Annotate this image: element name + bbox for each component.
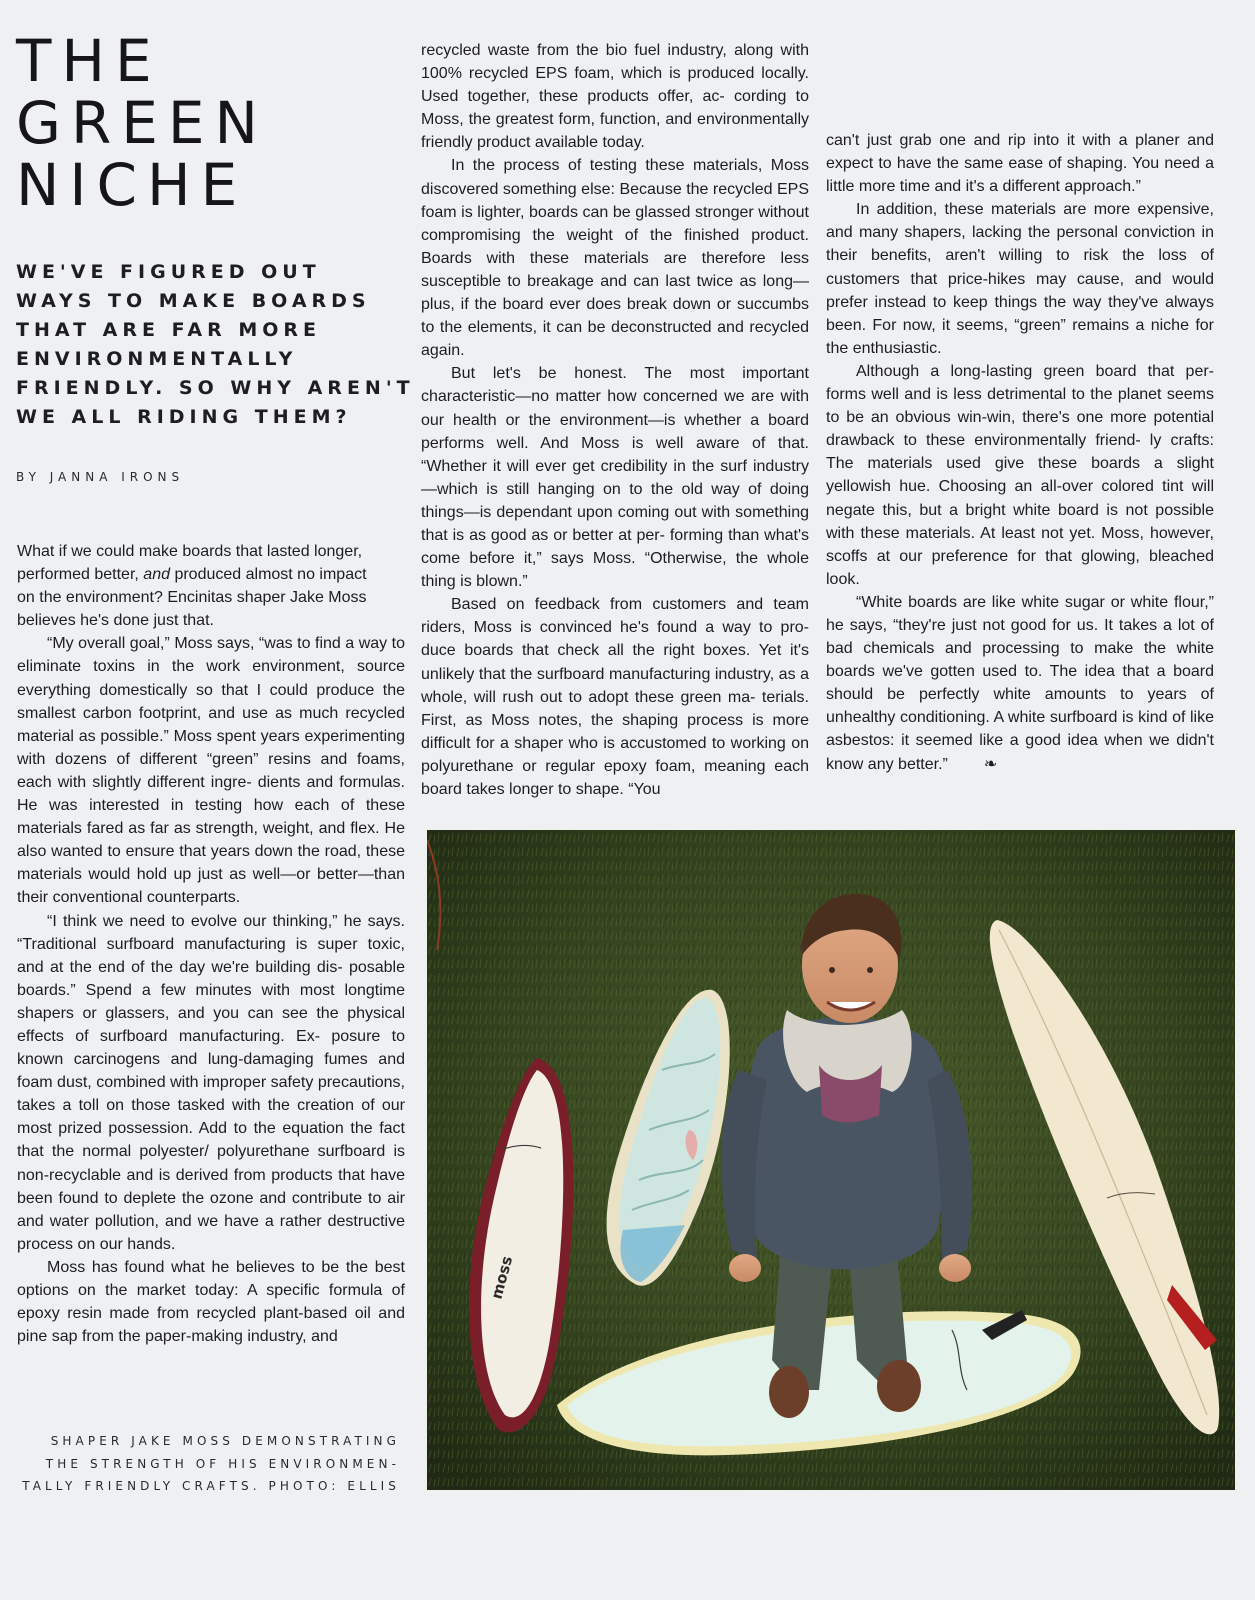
text-run: “White boards are like white sugar or white flour,” he says, “they're just not good for us. It takes a lot of bad chemicals and processing to make the white boards we've gotten used to. The idea that a board should be perfectly white amounts to years of unhealthy conditioning. A white surfboard is kind of like asbestos: it seemed like a good idea when we didn't know any better.” bbox=[826, 593, 1214, 773]
deck-line: WE ALL RIDING THEM? bbox=[16, 406, 352, 428]
body-paragraph: recycled waste from the bio fuel industry, along with 100% recycled EPS foam, which is produced locally. Used together, these products offer, ac- cording to Moss, the greatest form, function, and environmentally friendly product available today. bbox=[421, 42, 809, 152]
caption-line: TALLY FRIENDLY CRAFTS. PHOTO: ELLIS bbox=[22, 1479, 400, 1493]
caption-line: THE STRENGTH OF HIS ENVIRONMEN- bbox=[45, 1456, 400, 1471]
body-paragraph: “I think we need to evolve our thinking,” he says. “Traditional surfboard manufacturing is super toxic, and at the end of the day we're building dis- posable boards.” Spend a few minutes with most longtime shapers or glassers, and you can see the physical effects of surfboard manufacturing. Ex- posure to known carcinogens and lung-damaging fumes and foam dust, combined with improper safety precautions, takes a toll on those tasked with the creation of our most prized possession. Add to the equation the fact that the normal polyester/ polyurethane surfboard is non-recyclable and is derived from products that have been found to deplete the ozone and contribute to air and water pollution, and we have a rather destructive process on our hands. bbox=[17, 912, 405, 1253]
body-paragraph: can't just grab one and rip into it with a planer and expect to have the same ease of shaping. You need a little more time and it's a different approach.” bbox=[826, 132, 1214, 196]
caption-line: SHAPER JAKE MOSS DEMONSTRATING bbox=[50, 1434, 400, 1448]
deck-line: WAYS TO MAKE BOARDS bbox=[16, 290, 371, 312]
paragraph-line: What if we could make boards that lasted longer, bbox=[17, 543, 363, 560]
body-paragraph: In the process of testing these materials, Moss discovered something else: Because the recycled EPS foam is lighter, boards can be glassed stronger without compromising the weight of the finished product. Boards with these materials are therefore less susceptible to breakage and can last twice as long—plus, if the board ever does break down or succumbs to the elements, it can be deconstructed and recycled again. bbox=[421, 157, 809, 360]
article-title bbox=[16, 27, 406, 219]
photo-illustration bbox=[427, 830, 1235, 1490]
board-logo: moss bbox=[487, 1254, 517, 1302]
body-paragraph: In addition, these materials are more expensive, and many shapers, lacking the personal conviction in their benefits, aren't willing to risk the loss of customers that price-hikes may cause, and would prefer instead to keep things the way they've always been. For now, it seems, “green” remains a niche for the enthusiastic. bbox=[826, 201, 1214, 357]
deck-line: FRIENDLY. SO WHY AREN'T bbox=[16, 377, 415, 399]
body-paragraph: But let's be honest. The most important characteristic—no matter how concerned we are with our health or the environment—is whether a board performs well. And Moss is well aware of that. “Whether it will ever get credibility in the surf industry—which is still hanging on to the old way of doing things—is dependant upon coming out with something that is as good as or better at per- forming than what's come before it,” says Moss. “Otherwise, the whole thing is blown.” bbox=[421, 365, 809, 591]
deck-line: THAT ARE FAR MORE bbox=[16, 319, 322, 341]
article-deck bbox=[16, 258, 416, 432]
paragraph-line bbox=[17, 563, 405, 586]
byline: BY JANNA IRONS bbox=[16, 470, 185, 484]
body-paragraph: Although a long-lasting green board that per- forms well and is less detrimental to the planet seems to be an obvious win-win, there's one more potential drawback to these environmentally friend- ly crafts: The materials used give these boards a slight yellowish hue. Choosing an all-over colored tint will negate this, but a bright white board is not possible with these materials. At least not yet. Moss, however, scoffs at our preference for that glowing, bleached look. bbox=[826, 362, 1214, 588]
body-paragraph: Moss has found what he believes to be the best options on the market today: A specific formula of epoxy resin made from recycled plant-based oil and pine sap from the paper-making industry, and bbox=[17, 1258, 405, 1346]
deck-line: WE'VE FIGURED OUT bbox=[16, 261, 321, 283]
body-column-3 bbox=[826, 129, 1214, 776]
photo-caption bbox=[20, 1430, 400, 1498]
text-run: produced almost no impact bbox=[170, 566, 367, 584]
end-mark-icon: ❧ bbox=[983, 755, 998, 773]
paragraph-line: believes he's done just that. bbox=[17, 612, 214, 630]
article-photo bbox=[427, 830, 1235, 1490]
body-column-1 bbox=[17, 540, 405, 1348]
body-paragraph: “My overall goal,” Moss says, “was to find a way to eliminate toxins in the work environment, source everything domestically so that I could produce the smallest carbon footprint, and use as much recycled material as possible.” Moss spent years experimenting with dozens of different “green” resins and foams, each with slightly different ingre- dients and formulas. He was interested in testing how each of these materials fared as far as strength, weight, and flex. He also wanted to ensure that years down the road, these materials would hold up just as well—or better—than their conventional counterparts. bbox=[17, 635, 405, 907]
body-column-2 bbox=[421, 39, 809, 801]
body-paragraph bbox=[826, 591, 1214, 776]
emphasis: and bbox=[143, 566, 170, 584]
title-line: NICHE bbox=[16, 151, 248, 219]
title-line: THE bbox=[16, 27, 162, 95]
text-run: performed better, bbox=[17, 566, 144, 584]
deck-line: ENVIRONMENTALLY bbox=[16, 348, 298, 370]
paragraph-line: on the environment? Encinitas shaper Jake Moss bbox=[17, 589, 367, 607]
title-line: GREEN bbox=[16, 89, 268, 157]
body-paragraph: Based on feedback from customers and team riders, Moss is convinced he's found a way to pro- duce boards that check all the right boxes. Yet it's unlikely that the surfboard manufacturing industry, as a whole, will rush out to adopt these green ma- terials. First, as Moss notes, the shaping process is more difficult for a shaper who is accustomed to working on polyurethane or regular epoxy foam, meaning each board takes longer to shape. “You bbox=[421, 596, 809, 798]
body-paragraph bbox=[17, 540, 405, 632]
